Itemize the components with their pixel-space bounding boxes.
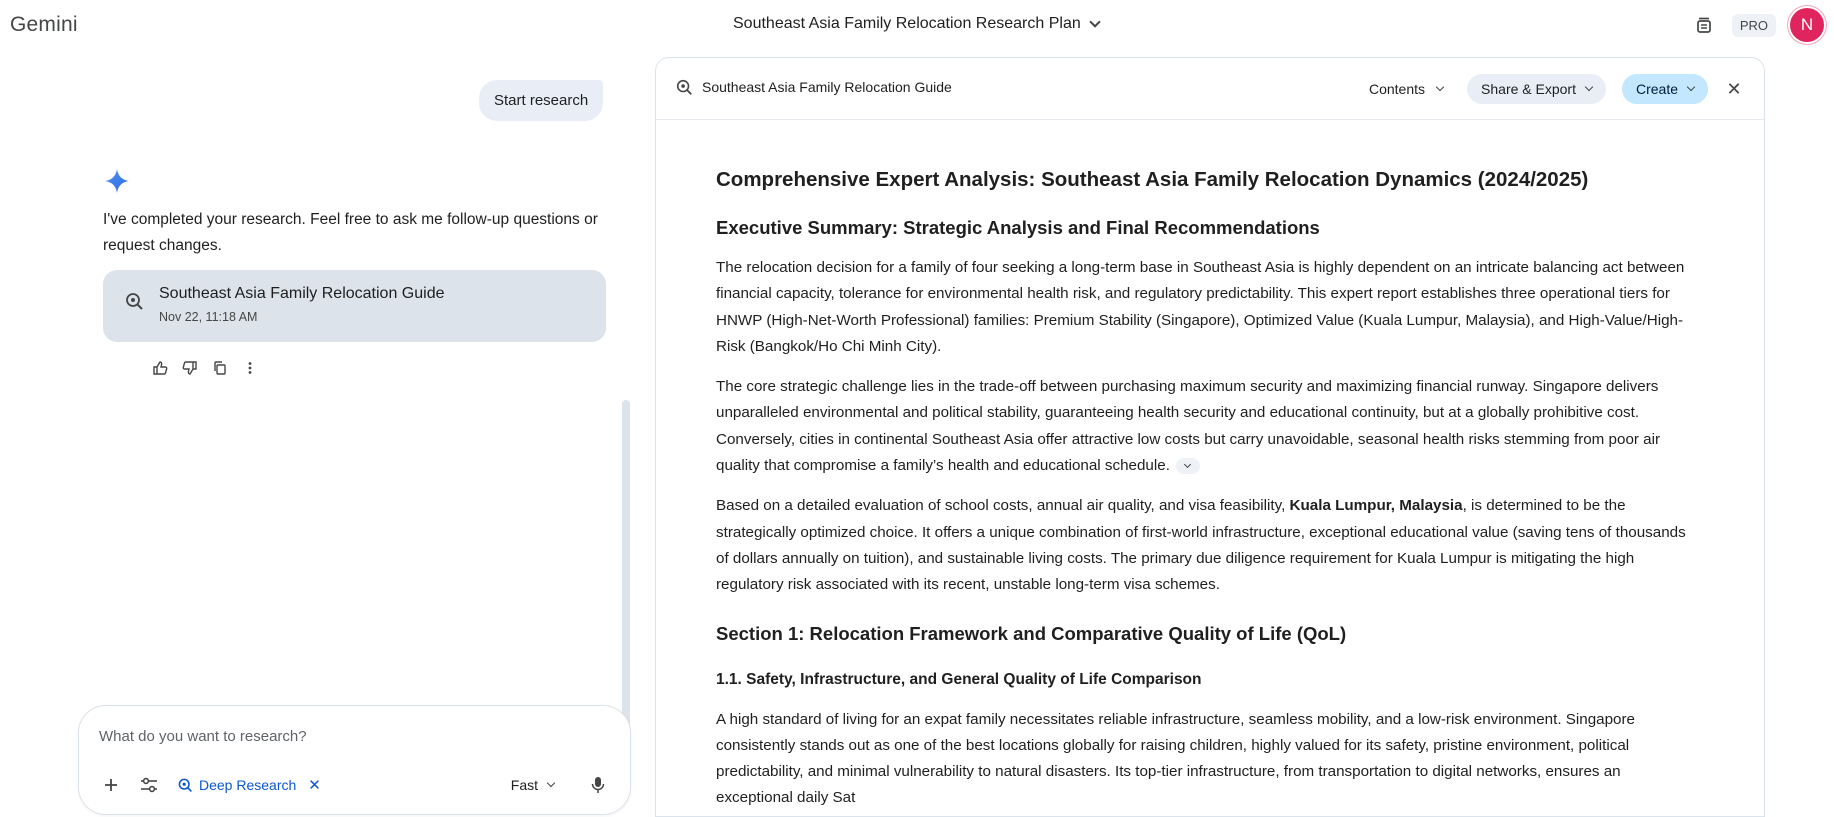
document-panel-title: Southeast Asia Family Relocation Guide xyxy=(702,79,952,95)
tools-button[interactable] xyxy=(135,771,163,799)
thumbs-down-icon xyxy=(182,360,198,376)
chevron-down-icon xyxy=(1184,461,1191,468)
thumbs-up-icon xyxy=(152,360,168,376)
document-body xyxy=(716,168,1696,817)
paragraph-2 xyxy=(716,374,1696,479)
source-expand-button[interactable] xyxy=(1176,458,1200,474)
deep-research-label: Deep Research xyxy=(199,777,297,793)
document-panel xyxy=(655,57,1765,817)
app-logo[interactable]: Gemini xyxy=(10,13,78,36)
doc-card-date: Nov 22, 11:18 AM xyxy=(159,310,258,324)
chevron-down-icon xyxy=(1089,16,1100,27)
create-button[interactable] xyxy=(1622,74,1708,104)
chat-pane xyxy=(0,50,650,817)
deep-research-icon xyxy=(124,291,144,311)
paragraph-1: The relocation decision for a family of four seeking a long-term base in Southeast Asia is highly dependent on an intricate balancing act between financial capacity, tolerance for environmental health risk, and regulatory predictability. This expert report establishes three operational tiers for HNWP (High-Net-Worth Professional) families: Premium Stability (Singapore), Optimized Value (Kuala Lumpur, Malaysia), and High-Value/High-Risk (Bangkok/Ho Chi Minh City). xyxy=(716,259,1685,355)
share-export-button[interactable] xyxy=(1467,74,1606,104)
chat-scrollbar[interactable] xyxy=(622,400,630,747)
document-title: Comprehensive Expert Analysis: Southeast Asia Family Relocation Dynamics (2024/2025) xyxy=(716,168,1589,191)
paragraph-2-text: The core strategic challenge lies in the trade-off between purchasing maximum security and maximizing financial runway. Singapore delivers unparalleled environmental and political stability, guaranteeing health security and educational continuity, but at a globally prohibitive cost. Conversely, cities in continental Southeast Asia offer attractive low costs but carry unavoidable, seasonal health risks stemming from poor air quality that compromise a family’s health and educational schedule. xyxy=(716,378,1661,475)
research-doc-card[interactable] xyxy=(103,270,606,342)
copy-button[interactable] xyxy=(210,358,230,378)
deep-research-icon xyxy=(177,777,193,793)
executive-summary-heading: Executive Summary: Strategic Analysis and Final Recommendations xyxy=(716,217,1320,238)
thumbs-down-button[interactable] xyxy=(180,358,200,378)
prompt-composer xyxy=(78,705,631,815)
model-mode-dropdown[interactable] xyxy=(511,777,554,793)
share-export-label: Share & Export xyxy=(1481,81,1576,97)
more-vert-icon xyxy=(242,360,258,376)
avatar[interactable]: N xyxy=(1790,8,1824,42)
gemini-spark-icon xyxy=(104,168,130,194)
temporary-chat-icon xyxy=(1694,15,1714,35)
contents-label: Contents xyxy=(1368,81,1426,97)
paragraph-3 xyxy=(716,493,1696,598)
copy-icon xyxy=(212,360,228,376)
chevron-down-icon xyxy=(547,779,555,787)
chevron-down-icon xyxy=(1687,83,1695,91)
prompt-input[interactable] xyxy=(99,724,599,748)
microphone-button[interactable] xyxy=(584,771,612,799)
model-mode-label: Fast xyxy=(510,777,538,793)
subsection-1-1-heading: 1.1. Safety, Infrastructure, and General Quality of Life Comparison xyxy=(716,670,1202,688)
pro-badge[interactable]: PRO xyxy=(1732,14,1776,37)
doc-card-title: Southeast Asia Family Relocation Guide xyxy=(159,285,445,302)
top-right-controls xyxy=(1690,8,1824,42)
paragraph-3-lead: Based on a detailed evaluation of school costs, annual air quality, and visa feasibility, xyxy=(716,497,1290,515)
paragraph-3-highlight: Kuala Lumpur, Malaysia xyxy=(1289,497,1463,515)
conversation-title: Southeast Asia Family Relocation Research Plan xyxy=(733,15,1081,32)
chevron-down-icon xyxy=(1585,83,1593,91)
add-button[interactable] xyxy=(97,771,125,799)
microphone-icon xyxy=(590,776,606,794)
paragraph-3-rest: , is determined to be the strategically optimized choice. It offers a unique combination of first-world infrastructure, exceptional educational value (saving tens of thousands of dollars annually on tuition), and sustainable living costs. The primary due diligence requirement for Kuala Lumpur is mitigating the high regulatory risk associated with its recent, unstable long-term visa schemes. xyxy=(716,497,1686,594)
more-options-button[interactable] xyxy=(240,358,260,378)
thumbs-up-button[interactable] xyxy=(150,358,170,378)
response-actions xyxy=(150,358,260,378)
temporary-chat-button[interactable] xyxy=(1690,11,1718,39)
paragraph-4: A high standard of living for an expat family necessitates reliable infrastructure, seamless mobility, and a low-risk environment. Singapore consistently stands out as one of the best locations globally for raising children, highly valued for its safety, pristine environment, political predictability, and minimal vulnerability to natural disasters. Its top-tier infrastructure, from transportation to digital networks, ensures an exceptional daily Sat xyxy=(716,710,1636,807)
chevron-down-icon xyxy=(1436,83,1444,91)
document-panel-actions xyxy=(1361,74,1744,104)
section-1-heading: Section 1: Relocation Framework and Comparative Quality of Life (QoL) xyxy=(716,622,1347,644)
contents-dropdown[interactable] xyxy=(1361,81,1451,97)
deep-research-chip[interactable] xyxy=(177,776,321,794)
remove-chip-icon[interactable]: ✕ xyxy=(308,777,321,794)
conversation-title-dropdown[interactable] xyxy=(733,15,1099,33)
assistant-reply: I've completed your research. Feel free to ask me follow-up questions or request changes. xyxy=(103,211,598,254)
create-label: Create xyxy=(1635,81,1678,97)
close-panel-button[interactable]: ✕ xyxy=(1726,78,1742,99)
user-message: Start research xyxy=(479,80,603,121)
document-panel-header xyxy=(656,58,1764,120)
deep-research-icon xyxy=(675,78,693,96)
top-bar xyxy=(0,0,1834,50)
tools-icon xyxy=(139,776,159,794)
plus-icon xyxy=(102,776,120,794)
composer-toolbar xyxy=(97,771,612,799)
